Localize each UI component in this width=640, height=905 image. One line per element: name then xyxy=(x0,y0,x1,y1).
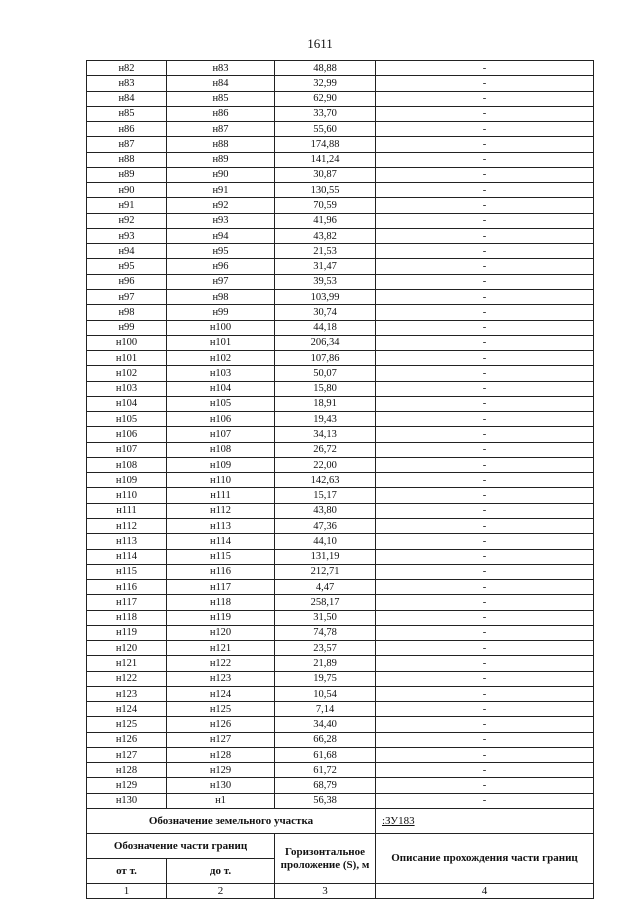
description-cell: - xyxy=(376,259,594,274)
to-point-cell: н99 xyxy=(167,305,275,320)
to-point-cell: н97 xyxy=(167,274,275,289)
to-point-cell: н86 xyxy=(167,106,275,121)
length-cell: 43,80 xyxy=(275,503,376,518)
to-point-cell: н118 xyxy=(167,595,275,610)
to-point-cell: н90 xyxy=(167,167,275,182)
description-cell: - xyxy=(376,503,594,518)
to-point-cell: н89 xyxy=(167,152,275,167)
table-row xyxy=(87,625,594,640)
table-row xyxy=(87,488,594,503)
length-cell: 141,24 xyxy=(275,152,376,167)
from-point-cell: н121 xyxy=(87,656,167,671)
table-row xyxy=(87,610,594,625)
boundary-table-footer xyxy=(87,809,594,899)
length-cell: 19,43 xyxy=(275,412,376,427)
length-cell: 31,50 xyxy=(275,610,376,625)
to-point-cell: н129 xyxy=(167,763,275,778)
from-point-cell: н84 xyxy=(87,91,167,106)
description-cell: - xyxy=(376,778,594,793)
table-row xyxy=(87,793,594,808)
description-cell: - xyxy=(376,351,594,366)
description-cell: - xyxy=(376,610,594,625)
length-cell: 142,63 xyxy=(275,473,376,488)
length-cell: 74,78 xyxy=(275,625,376,640)
table-row xyxy=(87,320,594,335)
table-row xyxy=(87,442,594,457)
table-row xyxy=(87,274,594,289)
to-point-cell: н123 xyxy=(167,671,275,686)
from-point-cell: н102 xyxy=(87,366,167,381)
table-row xyxy=(87,534,594,549)
from-point-cell: н92 xyxy=(87,213,167,228)
length-cell: 55,60 xyxy=(275,122,376,137)
from-point-cell: н126 xyxy=(87,732,167,747)
column-number: 2 xyxy=(167,884,275,899)
length-cell: 61,72 xyxy=(275,763,376,778)
description-cell: - xyxy=(376,656,594,671)
length-cell: 41,96 xyxy=(275,213,376,228)
to-point-cell: н101 xyxy=(167,335,275,350)
table-row xyxy=(87,351,594,366)
parcel-label: Обозначение земельного участка xyxy=(87,809,376,834)
length-cell: 212,71 xyxy=(275,564,376,579)
description-cell: - xyxy=(376,564,594,579)
length-cell: 62,90 xyxy=(275,91,376,106)
from-point-cell: н97 xyxy=(87,289,167,304)
description-cell: - xyxy=(376,702,594,717)
description-cell: - xyxy=(376,747,594,762)
to-point-cell: н120 xyxy=(167,625,275,640)
from-point-cell: н89 xyxy=(87,167,167,182)
from-point-cell: н106 xyxy=(87,427,167,442)
from-point-cell: н118 xyxy=(87,610,167,625)
length-cell: 61,68 xyxy=(275,747,376,762)
length-cell: 130,55 xyxy=(275,183,376,198)
boundary-table-body xyxy=(87,61,594,809)
table-row xyxy=(87,198,594,213)
length-cell: 131,19 xyxy=(275,549,376,564)
length-cell: 206,34 xyxy=(275,335,376,350)
to-point-cell: н127 xyxy=(167,732,275,747)
length-cell: 48,88 xyxy=(275,61,376,76)
from-point-cell: н129 xyxy=(87,778,167,793)
table-row xyxy=(87,656,594,671)
description-cell: - xyxy=(376,396,594,411)
description-cell: - xyxy=(376,442,594,457)
table-row xyxy=(87,305,594,320)
description-cell: - xyxy=(376,549,594,564)
to-point-cell: н117 xyxy=(167,580,275,595)
description-cell: - xyxy=(376,320,594,335)
from-point-cell: н101 xyxy=(87,351,167,366)
description-cell: - xyxy=(376,671,594,686)
from-point-cell: н91 xyxy=(87,198,167,213)
from-point-cell: н112 xyxy=(87,518,167,533)
length-cell: 43,82 xyxy=(275,228,376,243)
to-point-cell: н110 xyxy=(167,473,275,488)
to-point-cell: н126 xyxy=(167,717,275,732)
table-row xyxy=(87,335,594,350)
from-point-cell: н108 xyxy=(87,457,167,472)
description-cell: - xyxy=(376,137,594,152)
part-boundary-header: Обозначение части границ xyxy=(87,834,275,859)
table-row xyxy=(87,381,594,396)
table-row xyxy=(87,717,594,732)
from-point-cell: н83 xyxy=(87,76,167,91)
to-point-cell: н104 xyxy=(167,381,275,396)
description-cell: - xyxy=(376,213,594,228)
parcel-row xyxy=(87,809,594,834)
column-number: 1 xyxy=(87,884,167,899)
from-point-cell: н113 xyxy=(87,534,167,549)
from-point-cell: н98 xyxy=(87,305,167,320)
length-cell: 32,99 xyxy=(275,76,376,91)
to-point-cell: н91 xyxy=(167,183,275,198)
from-point-cell: н100 xyxy=(87,335,167,350)
from-point-cell: н120 xyxy=(87,641,167,656)
length-cell: 39,53 xyxy=(275,274,376,289)
table-row xyxy=(87,549,594,564)
table-row xyxy=(87,503,594,518)
length-cell: 103,99 xyxy=(275,289,376,304)
to-point-cell: н116 xyxy=(167,564,275,579)
description-cell: - xyxy=(376,763,594,778)
length-cell: 258,17 xyxy=(275,595,376,610)
to-point-cell: н111 xyxy=(167,488,275,503)
description-cell: - xyxy=(376,152,594,167)
description-cell: - xyxy=(376,274,594,289)
table-row xyxy=(87,259,594,274)
to-point-cell: н107 xyxy=(167,427,275,442)
from-point-cell: н109 xyxy=(87,473,167,488)
description-cell: - xyxy=(376,183,594,198)
from-point-cell: н128 xyxy=(87,763,167,778)
to-point-cell: н85 xyxy=(167,91,275,106)
from-point-header: от т. xyxy=(87,859,167,884)
to-point-cell: н93 xyxy=(167,213,275,228)
table-row xyxy=(87,412,594,427)
table-row xyxy=(87,396,594,411)
length-cell: 26,72 xyxy=(275,442,376,457)
from-point-cell: н99 xyxy=(87,320,167,335)
table-row xyxy=(87,289,594,304)
to-point-cell: н102 xyxy=(167,351,275,366)
length-cell: 66,28 xyxy=(275,732,376,747)
length-cell: 34,40 xyxy=(275,717,376,732)
to-point-cell: н125 xyxy=(167,702,275,717)
to-point-cell: н95 xyxy=(167,244,275,259)
column-number: 3 xyxy=(275,884,376,899)
length-cell: 18,91 xyxy=(275,396,376,411)
table-row xyxy=(87,564,594,579)
from-point-cell: н90 xyxy=(87,183,167,198)
length-cell: 44,18 xyxy=(275,320,376,335)
length-cell: 21,89 xyxy=(275,656,376,671)
from-point-cell: н127 xyxy=(87,747,167,762)
to-point-cell: н96 xyxy=(167,259,275,274)
to-point-cell: н94 xyxy=(167,228,275,243)
to-point-cell: н1 xyxy=(167,793,275,808)
table-row xyxy=(87,671,594,686)
to-point-cell: н103 xyxy=(167,366,275,381)
from-point-cell: н114 xyxy=(87,549,167,564)
description-cell: - xyxy=(376,488,594,503)
to-point-cell: н115 xyxy=(167,549,275,564)
table-row xyxy=(87,747,594,762)
description-cell: - xyxy=(376,686,594,701)
horizontal-length-header: Горизонтальное проложение (S), м xyxy=(275,834,376,884)
length-cell: 107,86 xyxy=(275,351,376,366)
length-cell: 34,13 xyxy=(275,427,376,442)
to-point-header: до т. xyxy=(167,859,275,884)
to-point-cell: н114 xyxy=(167,534,275,549)
table-row xyxy=(87,137,594,152)
boundary-table xyxy=(86,60,594,899)
description-cell: - xyxy=(376,198,594,213)
from-point-cell: н110 xyxy=(87,488,167,503)
column-number-row xyxy=(87,884,594,899)
from-point-cell: н119 xyxy=(87,625,167,640)
table-row xyxy=(87,366,594,381)
length-cell: 174,88 xyxy=(275,137,376,152)
table-row xyxy=(87,76,594,91)
length-cell: 47,36 xyxy=(275,518,376,533)
table-row xyxy=(87,686,594,701)
to-point-cell: н128 xyxy=(167,747,275,762)
from-point-cell: н86 xyxy=(87,122,167,137)
to-point-cell: н106 xyxy=(167,412,275,427)
from-point-cell: н88 xyxy=(87,152,167,167)
description-cell: - xyxy=(376,305,594,320)
header-row xyxy=(87,834,594,859)
to-point-cell: н112 xyxy=(167,503,275,518)
description-cell: - xyxy=(376,534,594,549)
from-point-cell: н93 xyxy=(87,228,167,243)
table-row xyxy=(87,91,594,106)
to-point-cell: н119 xyxy=(167,610,275,625)
description-cell: - xyxy=(376,641,594,656)
to-point-cell: н122 xyxy=(167,656,275,671)
table-row xyxy=(87,122,594,137)
table-row xyxy=(87,457,594,472)
description-cell: - xyxy=(376,717,594,732)
description-cell: - xyxy=(376,457,594,472)
description-header: Описание прохождения части границ xyxy=(376,834,594,884)
to-point-cell: н124 xyxy=(167,686,275,701)
table-row xyxy=(87,244,594,259)
from-point-cell: н122 xyxy=(87,671,167,686)
from-point-cell: н87 xyxy=(87,137,167,152)
length-cell: 15,80 xyxy=(275,381,376,396)
description-cell: - xyxy=(376,335,594,350)
length-cell: 50,07 xyxy=(275,366,376,381)
from-point-cell: н117 xyxy=(87,595,167,610)
length-cell: 30,87 xyxy=(275,167,376,182)
length-cell: 56,38 xyxy=(275,793,376,808)
from-point-cell: н95 xyxy=(87,259,167,274)
table-row xyxy=(87,580,594,595)
table-row xyxy=(87,641,594,656)
from-point-cell: н104 xyxy=(87,396,167,411)
table-row xyxy=(87,167,594,182)
to-point-cell: н87 xyxy=(167,122,275,137)
length-cell: 33,70 xyxy=(275,106,376,121)
description-cell: - xyxy=(376,91,594,106)
description-cell: - xyxy=(376,518,594,533)
length-cell: 70,59 xyxy=(275,198,376,213)
table-row xyxy=(87,213,594,228)
description-cell: - xyxy=(376,61,594,76)
from-point-cell: н125 xyxy=(87,717,167,732)
from-point-cell: н107 xyxy=(87,442,167,457)
to-point-cell: н92 xyxy=(167,198,275,213)
from-point-cell: н105 xyxy=(87,412,167,427)
to-point-cell: н88 xyxy=(167,137,275,152)
description-cell: - xyxy=(376,106,594,121)
table-row xyxy=(87,778,594,793)
to-point-cell: н98 xyxy=(167,289,275,304)
from-point-cell: н130 xyxy=(87,793,167,808)
description-cell: - xyxy=(376,122,594,137)
table-row xyxy=(87,518,594,533)
table-row xyxy=(87,702,594,717)
table-row xyxy=(87,106,594,121)
description-cell: - xyxy=(376,793,594,808)
to-point-cell: н105 xyxy=(167,396,275,411)
table-row xyxy=(87,732,594,747)
description-cell: - xyxy=(376,366,594,381)
length-cell: 22,00 xyxy=(275,457,376,472)
length-cell: 10,54 xyxy=(275,686,376,701)
to-point-cell: н84 xyxy=(167,76,275,91)
from-point-cell: н115 xyxy=(87,564,167,579)
to-point-cell: н108 xyxy=(167,442,275,457)
description-cell: - xyxy=(376,732,594,747)
table-row xyxy=(87,595,594,610)
from-point-cell: н116 xyxy=(87,580,167,595)
description-cell: - xyxy=(376,580,594,595)
length-cell: 4,47 xyxy=(275,580,376,595)
from-point-cell: н94 xyxy=(87,244,167,259)
description-cell: - xyxy=(376,289,594,304)
to-point-cell: н121 xyxy=(167,641,275,656)
length-cell: 19,75 xyxy=(275,671,376,686)
length-cell: 68,79 xyxy=(275,778,376,793)
to-point-cell: н113 xyxy=(167,518,275,533)
from-point-cell: н85 xyxy=(87,106,167,121)
to-point-cell: н130 xyxy=(167,778,275,793)
column-number: 4 xyxy=(376,884,594,899)
parcel-value: :ЗУ183 xyxy=(376,809,594,834)
length-cell: 31,47 xyxy=(275,259,376,274)
to-point-cell: н83 xyxy=(167,61,275,76)
description-cell: - xyxy=(376,427,594,442)
from-point-cell: н111 xyxy=(87,503,167,518)
table-row xyxy=(87,473,594,488)
length-cell: 23,57 xyxy=(275,641,376,656)
page-number: 1611 xyxy=(307,36,333,51)
length-cell: 44,10 xyxy=(275,534,376,549)
description-cell: - xyxy=(376,473,594,488)
table-row xyxy=(87,152,594,167)
length-cell: 21,53 xyxy=(275,244,376,259)
description-cell: - xyxy=(376,381,594,396)
length-cell: 15,17 xyxy=(275,488,376,503)
from-point-cell: н96 xyxy=(87,274,167,289)
from-point-cell: н123 xyxy=(87,686,167,701)
description-cell: - xyxy=(376,76,594,91)
from-point-cell: н103 xyxy=(87,381,167,396)
table-row xyxy=(87,763,594,778)
length-cell: 7,14 xyxy=(275,702,376,717)
description-cell: - xyxy=(376,167,594,182)
table-row xyxy=(87,61,594,76)
description-cell: - xyxy=(376,625,594,640)
description-cell: - xyxy=(376,228,594,243)
table-row xyxy=(87,427,594,442)
length-cell: 30,74 xyxy=(275,305,376,320)
table-row xyxy=(87,228,594,243)
description-cell: - xyxy=(376,244,594,259)
to-point-cell: н100 xyxy=(167,320,275,335)
to-point-cell: н109 xyxy=(167,457,275,472)
from-point-cell: н124 xyxy=(87,702,167,717)
from-point-cell: н82 xyxy=(87,61,167,76)
description-cell: - xyxy=(376,412,594,427)
description-cell: - xyxy=(376,595,594,610)
table-row xyxy=(87,183,594,198)
